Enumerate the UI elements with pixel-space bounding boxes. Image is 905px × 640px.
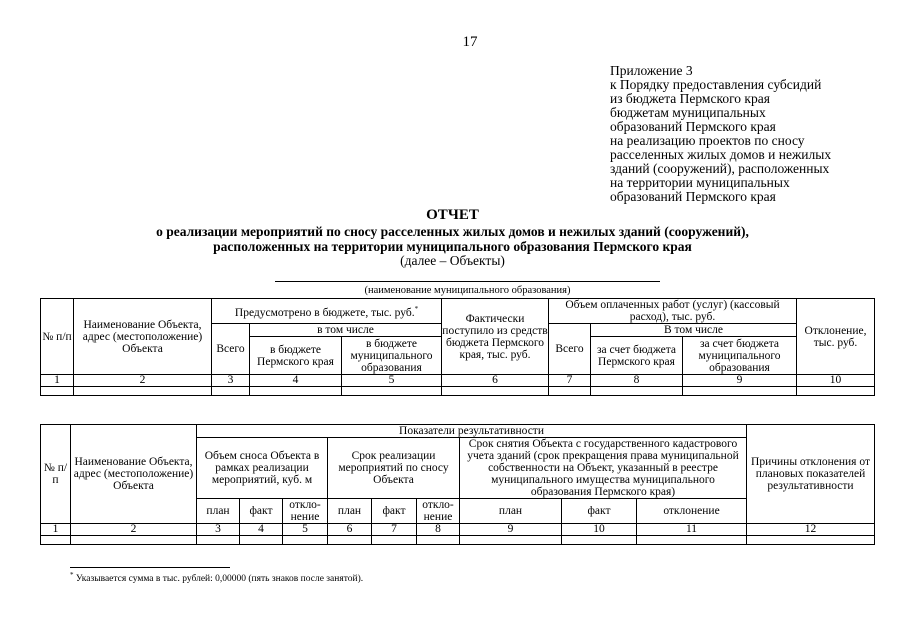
empty-cell[interactable] bbox=[41, 387, 74, 396]
header-fact-received: Фактически поступило из средств бюджета Пермского края, тыс. руб. bbox=[442, 299, 549, 375]
header-budget-text: Предусмотрено в бюджете, тыс. руб. bbox=[234, 306, 415, 319]
column-number: 9 bbox=[683, 375, 797, 387]
appendix-line: образований Пермского края bbox=[610, 119, 776, 134]
appendix-line: зданий (сооружений), расположенных bbox=[610, 161, 830, 176]
column-number: 6 bbox=[328, 524, 372, 536]
column-number: 2 bbox=[74, 375, 212, 387]
document-title: ОТЧЕТ bbox=[426, 207, 479, 223]
empty-cell[interactable] bbox=[637, 536, 747, 545]
empty-cell[interactable] bbox=[442, 387, 549, 396]
header-fact: факт bbox=[372, 499, 417, 524]
column-number: 3 bbox=[212, 375, 250, 387]
header-budget-total: Всего bbox=[212, 324, 250, 375]
header-indicators: Показатели результативности bbox=[197, 425, 747, 438]
page-number: 17 bbox=[462, 34, 478, 50]
empty-cell[interactable] bbox=[212, 387, 250, 396]
appendix-line: на реализацию проектов по сносу bbox=[610, 133, 805, 148]
municipality-caption: (наименование муниципального образования) bbox=[364, 285, 571, 296]
column-number: 1 bbox=[41, 524, 71, 536]
footnote-text: Указывается сумма в тыс. рублей: 0,00000 (пять знаков после занятой). bbox=[75, 574, 364, 585]
header-deviation: Отклонение, тыс. руб. bbox=[797, 299, 875, 375]
appendix-line: к Порядку предоставления субсидий bbox=[610, 77, 822, 92]
column-number: 10 bbox=[797, 375, 875, 387]
appendix-line: образований Пермского края bbox=[610, 189, 776, 204]
column-number: 10 bbox=[562, 524, 637, 536]
column-number: 3 bbox=[197, 524, 240, 536]
column-number: 5 bbox=[283, 524, 328, 536]
header-object-name: Наименование Объекта, адрес (местоположение) Объекта bbox=[74, 299, 212, 375]
header-paid-perm: за счет бюджета Пермского края bbox=[591, 337, 683, 375]
empty-cell[interactable] bbox=[549, 387, 591, 396]
footnote bbox=[70, 571, 363, 584]
header-cadastre: Срок снятия Объекта с государственного кадастрового учета зданий (срок прекращения права муниципальной собственности на Объект, указанный в реестре муниципального имущества муниципального образования Пермского края) bbox=[460, 438, 747, 499]
header-budget-incl: в том числе bbox=[250, 324, 442, 337]
municipality-blank-line bbox=[275, 281, 660, 282]
empty-cell[interactable] bbox=[240, 536, 283, 545]
empty-cell[interactable] bbox=[591, 387, 683, 396]
empty-cell[interactable] bbox=[250, 387, 342, 396]
header-volume: Объем сноса Объекта в рамках реализации мероприятий, куб. м bbox=[197, 438, 328, 499]
subtitle-line: о реализации мероприятий по сносу расселенных жилых домов и нежилых зданий (сооружений), bbox=[156, 224, 749, 239]
empty-cell[interactable] bbox=[197, 536, 240, 545]
header-fact: факт bbox=[562, 499, 637, 524]
empty-row bbox=[41, 387, 875, 396]
column-number: 8 bbox=[417, 524, 460, 536]
column-number: 6 bbox=[442, 375, 549, 387]
header-object-name: Наименование Объекта, адрес (местоположение) Объекта bbox=[71, 425, 197, 524]
column-number: 5 bbox=[342, 375, 442, 387]
column-number: 12 bbox=[747, 524, 875, 536]
indicators-table bbox=[40, 424, 875, 545]
header-plan: план bbox=[197, 499, 240, 524]
empty-cell[interactable] bbox=[683, 387, 797, 396]
empty-cell[interactable] bbox=[74, 387, 212, 396]
header-reasons: Причины отклонения от плановых показателей результативности bbox=[747, 425, 875, 524]
column-number: 4 bbox=[240, 524, 283, 536]
column-number: 1 bbox=[41, 375, 74, 387]
header-paid-total: Всего bbox=[549, 324, 591, 375]
empty-cell[interactable] bbox=[71, 536, 197, 545]
header-budget-perm: в бюджете Пермского края bbox=[250, 337, 342, 375]
footnote-divider bbox=[70, 567, 230, 568]
finance-report-table bbox=[40, 298, 875, 396]
header-plan: план bbox=[460, 499, 562, 524]
column-number: 7 bbox=[549, 375, 591, 387]
header-term: Срок реализации мероприятий по сносу Объекта bbox=[328, 438, 460, 499]
header-paid: Объем оплаченных работ (услуг) (кассовый расход), тыс. руб. bbox=[549, 299, 797, 324]
column-number: 2 bbox=[71, 524, 197, 536]
appendix-line: из бюджета Пермского края bbox=[610, 91, 770, 106]
footnote-mark: * bbox=[70, 571, 74, 579]
column-number: 7 bbox=[372, 524, 417, 536]
empty-cell[interactable] bbox=[372, 536, 417, 545]
empty-cell[interactable] bbox=[460, 536, 562, 545]
column-number: 9 bbox=[460, 524, 562, 536]
empty-cell[interactable] bbox=[797, 387, 875, 396]
empty-cell[interactable] bbox=[41, 536, 71, 545]
column-number-row bbox=[41, 375, 875, 387]
column-number-row bbox=[41, 524, 875, 536]
empty-cell[interactable] bbox=[342, 387, 442, 396]
document-subtitle bbox=[0, 225, 905, 269]
header-budget-mun: в бюджете муниципального образования bbox=[342, 337, 442, 375]
appendix-line: Приложение 3 bbox=[610, 63, 693, 78]
header-budget bbox=[212, 299, 442, 324]
appendix-line: расселенных жилых домов и нежилых bbox=[610, 147, 832, 162]
column-number: 4 bbox=[250, 375, 342, 387]
empty-cell[interactable] bbox=[283, 536, 328, 545]
header-fact: факт bbox=[240, 499, 283, 524]
footnote-mark: * bbox=[414, 305, 419, 314]
header-no: № п/п bbox=[41, 299, 74, 375]
empty-row bbox=[41, 536, 875, 545]
header-deviation: отклонение bbox=[637, 499, 747, 524]
header-no: № п/п bbox=[41, 425, 71, 524]
empty-cell[interactable] bbox=[328, 536, 372, 545]
subtitle-line: (далее – Объекты) bbox=[400, 253, 505, 268]
appendix-line: на территории муниципальных bbox=[610, 175, 790, 190]
appendix-line: бюджетам муниципальных bbox=[610, 105, 766, 120]
header-plan: план bbox=[328, 499, 372, 524]
empty-cell[interactable] bbox=[417, 536, 460, 545]
appendix-block bbox=[610, 64, 870, 204]
header-paid-mun: за счет бюджета муниципального образования bbox=[683, 337, 797, 375]
column-number: 8 bbox=[591, 375, 683, 387]
subtitle-line: расположенных на территории муниципального образования Пермского края bbox=[213, 238, 692, 254]
empty-cell[interactable] bbox=[562, 536, 637, 545]
empty-cell[interactable] bbox=[747, 536, 875, 545]
header-paid-incl: В том числе bbox=[591, 324, 797, 337]
header-deviation: откло-нение bbox=[417, 499, 460, 524]
column-number: 11 bbox=[637, 524, 747, 536]
header-deviation: откло-нение bbox=[283, 499, 328, 524]
